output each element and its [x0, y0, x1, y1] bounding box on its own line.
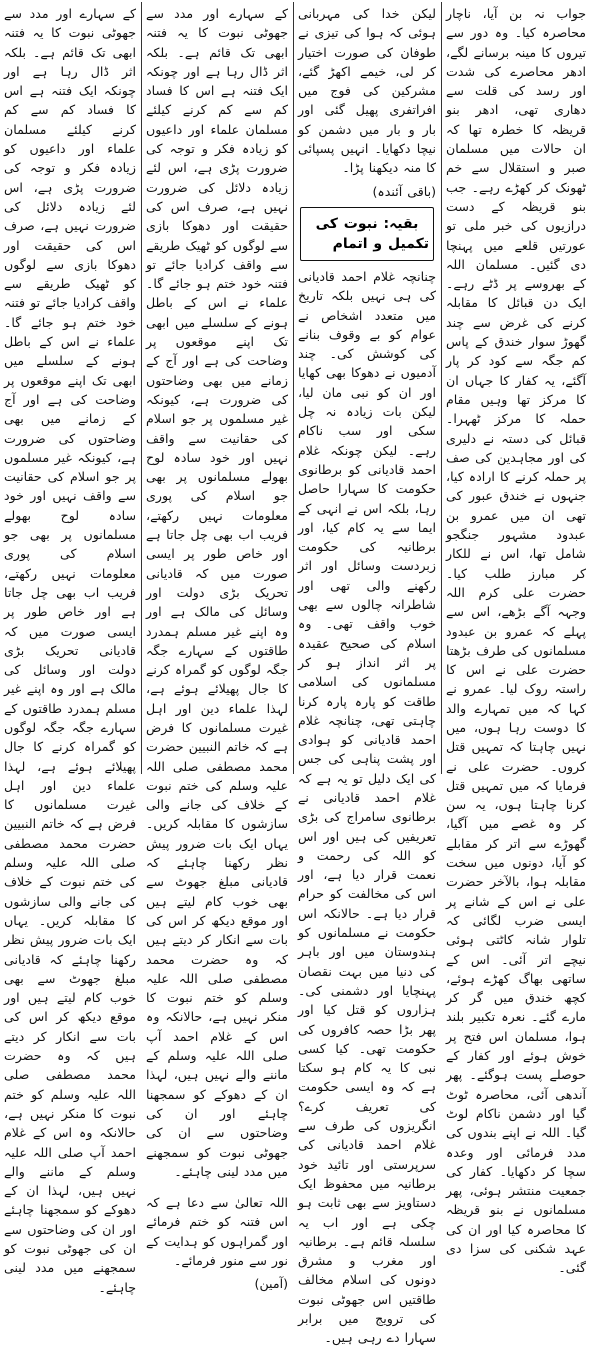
column-text-left	[0, 0, 140, 1295]
article-column-left	[0, 0, 140, 1295]
section-heading: بقیہ: نبوت کی تکمیل و اتمام	[300, 207, 434, 261]
article-column-center-left	[142, 0, 292, 1292]
paragraph: چنانچہ غلام احمد قادیانی کی ہی نہیں بلکہ تاریخ میں متعدد اشخاص نے عوام کو بے وقوف بنانے کی کوشش کی۔ چند آدمیوں نے دھوکا بھی کھایا اور ان کو نبی مان لیا، لیکن بات زیادہ نہ چل سکی اور سب ناکام رہے۔ لیکن چونکہ غلام احمد قادیانی کو برطانوی حکومت کا سہارا حاصل رہا، بلکہ اس نے انہی کے ایما سے یہ کام کیا، اور برطانیہ کی حکومت زبردست وسائل اور اثر رکھنے والی تھی اور شاطرانہ چالوں سے بھی خوب واقف تھی۔ وہ اسلام کی صحیح عقیدہ پر اثر انداز ہو کر مسلمانوں کی اسلامی طاقت کو پارہ پارہ کرنا چاہتی تھی، چنانچہ غلام احمد قادیانی کو ہوادی اور پشت پناہی کی جس کی ایک دلیل تو یہ ہے کہ غلام احمد قادیانی نے برطانوی سامراج کی بڑی تعریفیں کی ہیں اور اس کو اللہ کی رحمت و نعمت قرار دیا ہے، اور اس کی مخالفت کو حرام قرار دیا ہے۔ حالانکہ اس حکومت نے مسلمانوں کو ہندوستان میں اور باہر کی دنیا میں بہت نقصان پہنچایا اور دشمنی کی۔ ہزاروں کو قتل کیا اور پھر بڑا حصہ کافروں کی حکومت تھی۔ کیا کسی نبی کا یہ کام ہو سکتا ہے کہ وہ ایسی حکومت کی تعریف کرے؟ انگریزوں کی طرف سے غلام احمد قادیانی کی سرپرستی اور تائید خود برطانیہ میں محفوظ ایک دستاویز سے بھی ثابت ہو چکی ہے اور اب یہ سلسلہ قائم ہے۔ برطانیہ اور مغرب و مشرق دونوں کی اسلام مخالف طاقتیں اس جھوٹی نبوت کی ترویج میں برابر سہارا دے رہی ہیں۔	[298, 268, 436, 1346]
column-divider	[293, 2, 294, 774]
closing-prayer: اللہ تعالیٰ سے دعا ہے کہ اس فتنہ کو ختم فرمائے اور گمراہوں کو ہدایت کے نور سے منور فرمائے۔	[146, 1195, 288, 1268]
column-text-center-left	[142, 0, 292, 1292]
continued-note: (باقی آئندہ)	[372, 183, 436, 199]
paragraph: کے سہارے اور مدد سے جھوٹی نبوت کا یہ فتنہ ابھی تک قائم ہے۔ بلکہ اثر ڈال رہا ہے اور چونکہ ایک فتنہ ہے اس کا فساد کم سے کم کرنے کیلئے مسلمان علماء اور داعیوں کو زیادہ فکر و توجہ کی ضرورت پڑی ہے، اس لئے زیادہ دلائل کی ضرورت نہیں ہے، صرف اس کی حقیقت اور دھوکا بازی سے لوگوں کو ٹھیک طریقے سے واقف کرادیا جائے تو فتنہ خود ختم ہو جائے گا۔ علماء نے اس کے باطل ہونے کے سلسلے میں ابھی تک اپنے موقعوں پر وضاحت کی ہے اور آج کے زمانے میں بھی وضاحتوں کی ضرورت ہے، کیونکہ غیر مسلموں پر جو اسلام کی حقانیت سے واقف نہیں اور خود سادہ لوح بھولے مسلمانوں پر بھی جو اسلام کی پوری معلومات نہیں رکھتے، فریب اب بھی چل جاتا ہے اور خاص طور پر ایسی صورت میں کہ قادیانی تحریک بڑی دولت اور وسائل کی مالک ہے اور وہ اپنے غیر مسلم ہمدرد طاقتوں کے سہارے جگہ جگہ لوگوں کو گمراہ کرنے کا جال پھیلائے ہوئے ہے، لہذا علماء دین اور اہل غیرت مسلمانوں کا فرض ہے کہ خاتم النبیین حضرت محمد مصطفی صلی اللہ علیہ وسلم کی ختم نبوت کے خلاف کی جانے والی سازشوں کا مقابلہ کریں۔ یہاں ایک بات ضرور پیش نظر رکھنا چاہئے کہ قادیانی مبلغ جھوٹ سے بھی خوب کام لیتے ہیں اور موقع دیکھ کر اس کی بات سے انکار کر دیتے ہیں کہ وہ حضرت محمد مصطفی صلی اللہ علیہ وسلم کو ختم نبوت کا منکر نہیں ہے، حالانکہ وہ اس کے غلام احمد آپ صلی اللہ علیہ وسلم کے ماننے والے نہیں ہیں، لہذا ان کے دھوکے کو سمجھنا چاہئے اور ان کی وضاحتوں سے ان کی جھوٹی نبوت کو سمجھنے میں مدد لینی چاہئے۔	[146, 6, 288, 1179]
column-text-right	[442, 0, 590, 1276]
column-divider	[441, 2, 442, 774]
closing-signature: (آمین)	[254, 1276, 288, 1292]
paragraph-lead: لیکن خدا کی مہربانی ہوئی کہ ہوا کی تیزی نے طوفان کی صورت اختیار کر لی، خیمے اکھڑ گئے، مشرکین کی فوج میں افراتفری پھیل گئی اور بار و بار میں دشمن کو نیچا دکھایا۔ انہیں پسپائی کا منہ دیکھنا پڑا۔	[298, 6, 436, 176]
column-divider	[141, 2, 142, 774]
article-column-center-right	[294, 0, 440, 1346]
paragraph: جواب نہ بن آیا، ناچار محاصرہ کیا۔ وہ دور سے تیروں کا مینہ برسانے لگے، ادھر محاصرے کی شدت اور رسد کی قلت سے دھاری تھی، ادھر بنو قریظہ کا خطرہ تھا کہ ان حالات میں مسلمان صبر و استقلال سے خم ٹھونک کر کھڑے رہے۔ جب بنو قریظہ کے دست درازیوں کی خبر ملی تو عورتیں قلعے میں پہنچا دی گئیں۔ مسلمان اللہ کے بھروسے پر ڈٹے رہے۔ ایک دن قبائل کا مقابلہ کرنے کی غرض سے چند گھوڑ سوار خندق کے پاس کم جگہ سے کود کر پار آگئے، یہ کفار کا جہاں ان کا مرکز تھا وہیں مقام حملہ کا مرکز ٹھہرا۔ قبائل کی دستہ نے دلیری کی اور مجاہدین کی صف پر حملہ کرنے کا ارادہ کیا، جنہوں نے خندق عبور کی تھی ان میں عمرو بن عبدود مشہور جنگجو شامل تھا، اس نے للکار کر مبارز طلب کیا۔ حضرت علی کرم اللہ وجہہ آگے بڑھے، اس سے پہلے کہ عمرو بن عبدود مسلمانوں کی طرف بڑھتا حضرت علی نے اس کا راستہ روک لیا۔ عمرو نے کہا کہ میں تمہارے والد کا دوست رہا ہوں، میں نہیں چاہتا کہ تمہیں قتل کروں۔ حضرت علی نے فرمایا کہ میں تمہیں قتل کرنا چاہتا ہوں، یہ سن کر وہ غصے میں آگیا، گھوڑے سے اتر کر مقابلے کو آیا، دونوں میں سخت مقابلہ ہوا، بالآخر حضرت علی نے اس کے شانے پر ایسی ضرب لگائی کہ تلوار شانہ کاٹتی ہوئی نیچے اتر آئی۔ اس کے ساتھی بھاگ کھڑے ہوئے، کچھ خندق میں گر کر مارے گئے۔ نعرہ تکبیر بلند ہوا، مسلمان اس فتح پر خوش ہوئے اور کفار کے حوصلے پست ہوگئے۔ پھر آندھی آئی، محاصرہ ٹوٹ گیا اور دشمن ناکام لوٹ گیا۔ اللہ نے اپنے بندوں کی مدد فرمائی اور وعدہ سچا کر دکھایا۔ کفار کی جمعیت منتشر ہوئی، پھر مسلمانوں نے بنو قریظہ کا محاصرہ کیا اور ان کی عہد شکنی کی سزا دی گئی۔	[446, 6, 586, 1276]
paragraph: کے سہارے اور مدد سے جھوٹی نبوت کا یہ فتنہ ابھی تک قائم ہے۔ بلکہ اثر ڈال رہا ہے اور چونکہ ایک فتنہ ہے اس کا فساد کم سے کم کرنے کیلئے مسلمان علماء اور داعیوں کو زیادہ فکر و توجہ کی ضرورت پڑی ہے، اس لئے زیادہ دلائل کی ضرورت نہیں ہے، صرف اس کی حقیقت اور دھوکا بازی سے لوگوں کو ٹھیک طریقے سے واقف کرادیا جائے تو فتنہ خود ختم ہو جائے گا۔ علماء نے اس کے باطل ہونے کے سلسلے میں ابھی تک اپنے موقعوں پر وضاحت کی ہے اور آج کے زمانے میں بھی وضاحتوں کی ضرورت ہے، کیونکہ غیر مسلموں پر جو اسلام کی حقانیت سے واقف نہیں اور خود سادہ لوح بھولے مسلمانوں پر بھی جو اسلام کی پوری معلومات نہیں رکھتے، فریب اب بھی چل جاتا ہے اور خاص طور پر ایسی صورت میں کہ قادیانی تحریک بڑی دولت اور وسائل کی مالک ہے اور وہ اپنے غیر مسلم ہمدرد طاقتوں کے سہارے جگہ جگہ لوگوں کو گمراہ کرنے کا جال پھیلائے ہوئے ہے، لہذا علماء دین اور اہل غیرت مسلمانوں کا فرض ہے کہ خاتم النبیین حضرت محمد مصطفی صلی اللہ علیہ وسلم کی ختم نبوت کے خلاف کی جانے والی سازشوں کا مقابلہ کریں۔ یہاں ایک بات ضرور پیش نظر رکھنا چاہئے کہ قادیانی مبلغ جھوٹ سے بھی خوب کام لیتے ہیں اور موقع دیکھ کر اس کی بات سے انکار کر دیتے ہیں کہ وہ حضرت محمد مصطفی صلی اللہ علیہ وسلم کو ختم نبوت کا منکر نہیں ہے، حالانکہ وہ اس کے غلام احمد آپ صلی اللہ علیہ وسلم کے ماننے والے نہیں ہیں، لہذا ان کے دھوکے کو سمجھنا چاہئے اور ان کی وضاحتوں سے ان کی جھوٹی نبوت کو سمجھنے میں مدد لینی چاہئے۔	[4, 6, 136, 1295]
article-column-right	[442, 0, 590, 1276]
column-text-center-right	[294, 0, 440, 1346]
